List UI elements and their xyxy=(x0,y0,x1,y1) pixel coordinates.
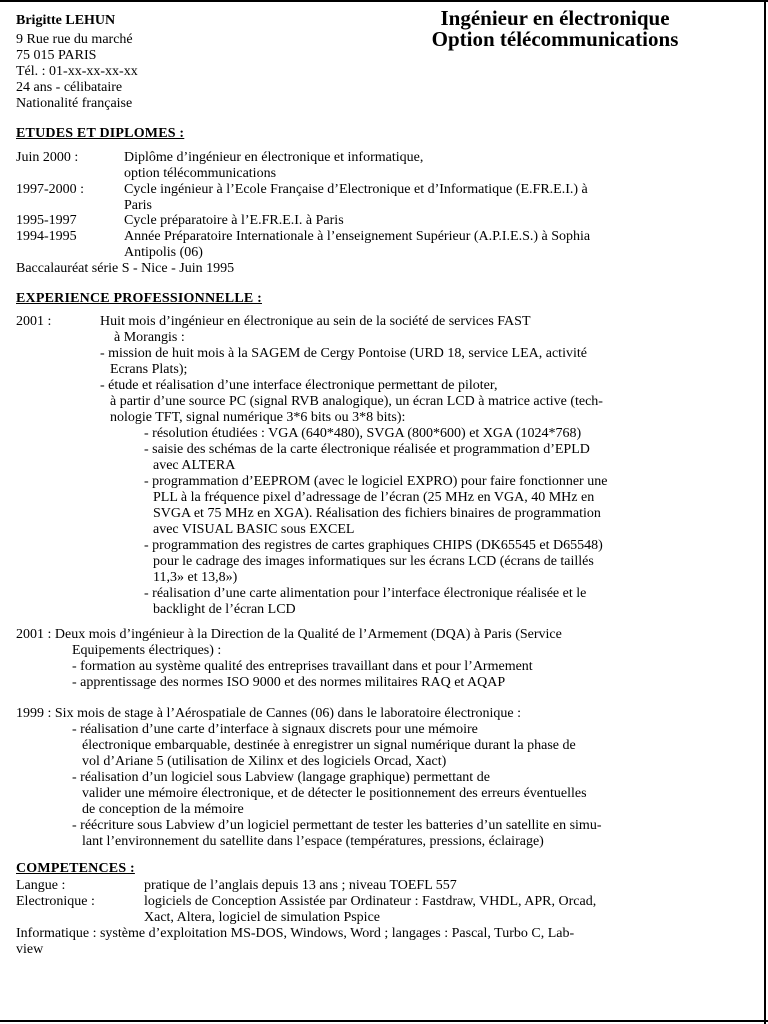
exp3-line: - réécriture sous Labview d’un logiciel permettant de tester les batteries d’un satellite en simu- xyxy=(72,818,602,833)
etudes-line: option télécommunications xyxy=(124,166,277,181)
etudes-line: Diplôme d’ingénieur en électronique et informatique, xyxy=(124,150,424,165)
exp3-line: lant l’environnement du satellite dans l’espace (températures, pressions, éclairage) xyxy=(82,834,544,849)
exp1-etude-line: nologie TFT, signal numérique 3*6 bits ou 3*8 bits): xyxy=(110,410,406,425)
etudes-line: Antipolis (06) xyxy=(124,245,203,260)
phone-line: Tél. : 01-xx-xx-xx-xx xyxy=(16,64,138,79)
etudes-line: Paris xyxy=(124,198,152,213)
exp2 xyxy=(16,627,562,691)
langue-label: Langue : xyxy=(16,878,66,893)
exp1-bullet-line: backlight de l’écran LCD xyxy=(153,602,296,617)
page-border-right xyxy=(764,0,766,1024)
etudes-date: Juin 2000 : xyxy=(16,150,79,165)
exp2-line: - apprentissage des normes ISO 9000 et des normes militaires RAQ et AQAP xyxy=(72,675,506,690)
address-line: 9 Rue rue du marché xyxy=(16,32,133,47)
exp3-line: électronique embarquable, destinée à enregistrer un signal numérique durant la phase de xyxy=(82,738,576,753)
exp1-bullet-line: SVGA et 75 MHz en XGA). Réalisation des fichiers binaires de programmation xyxy=(153,506,601,521)
city-line: 75 015 PARIS xyxy=(16,48,97,63)
exp3 xyxy=(16,706,601,850)
exp2-line: - formation au système qualité des entreprises travaillant dans et pour l’Armement xyxy=(72,659,533,674)
exp2-line: Equipements électriques) : xyxy=(72,643,222,658)
exp1-etude xyxy=(100,378,603,426)
exp1-bullet-line: - saisie des schémas de la carte électronique réalisée et programmation d’EPLD xyxy=(144,442,590,457)
etudes-desc xyxy=(124,213,754,229)
informatique-line: Informatique : système d’exploitation MS-DOS, Windows, Word ; langages : Pascal, Turbo C, Lab- xyxy=(16,926,575,941)
etudes-line: Cycle préparatoire à l’E.FR.E.I. à Paris xyxy=(124,213,344,228)
exp1-bullet-line: avec VISUAL BASIC sous EXCEL xyxy=(153,522,355,537)
exp3-line: vol d’Ariane 5 (utilisation de Xilinx et des logiciels Orcad, Xact) xyxy=(82,754,447,769)
exp1-bullets xyxy=(144,426,607,618)
etudes-date: 1994-1995 xyxy=(16,229,77,244)
etudes-line: Année Préparatoire Internationale à l’enseignement Supérieur (A.P.I.E.S.) à Sophia xyxy=(124,229,591,244)
page-border-top xyxy=(0,0,768,2)
section-title-competences: COMPETENCES : xyxy=(16,861,135,876)
job-title-line-2: Option télécommunications xyxy=(431,27,679,51)
electronique-value xyxy=(144,894,596,926)
exp1-bullet-line: - programmation d’EEPROM (avec le logiciel EXPRO) pour faire fonctionner une xyxy=(144,474,608,489)
etudes-desc xyxy=(124,150,754,182)
etudes-desc xyxy=(124,182,754,214)
etudes-desc xyxy=(124,229,754,261)
etudes-date: 1997-2000 : xyxy=(16,182,85,197)
informatique-block xyxy=(16,926,574,958)
exp1-bullet-line: pour le cadrage des images informatiques sur les écrans LCD (écrans de taillés xyxy=(153,554,594,569)
exp1-bullet-line: - résolution étudiées : VGA (640*480), SVGA (800*600) et XGA (1024*768) xyxy=(144,426,582,441)
page-border-bottom xyxy=(0,1020,768,1022)
exp1-bullet-line: PLL à la fréquence pixel d’adressage de l’écran (25 MHz en VGA, 40 MHz en xyxy=(153,490,595,505)
etudes-line: Cycle ingénieur à l’Ecole Française d’Electronique et d’Informatique (E.FR.E.I.) à xyxy=(124,182,588,197)
contact-block xyxy=(16,32,138,112)
exp3-line: 1999 : Six mois de stage à l’Aérospatiale de Cannes (06) dans le laboratoire électronique : xyxy=(16,706,522,721)
nationality-line: Nationalité française xyxy=(16,96,133,111)
section-title-experience: EXPERIENCE PROFESSIONNELLE : xyxy=(16,291,262,306)
exp1-mission-line: Ecrans Plats); xyxy=(110,362,188,377)
exp1-bullet-line: avec ALTERA xyxy=(153,458,236,473)
exp3-line: valider une mémoire électronique, et de détecter le positionnement des erreurs éventuelles xyxy=(82,786,587,801)
electronique-line: Xact, Altera, logiciel de simulation Pspice xyxy=(144,910,380,925)
exp1-etude-line: - étude et réalisation d’une interface électronique permettant de piloter, xyxy=(100,378,498,393)
exp1-bullet-line: - programmation des registres de cartes graphiques CHIPS (DK65545 et D65548) xyxy=(144,538,603,553)
exp1-mission xyxy=(100,346,587,378)
candidate-name: Brigitte LEHUN xyxy=(16,13,116,28)
section-title-etudes: ETUDES ET DIPLOMES : xyxy=(16,126,185,141)
langue-value: pratique de l’anglais depuis 13 ans ; niveau TOEFL 557 xyxy=(144,878,457,893)
exp1-line: Huit mois d’ingénieur en électronique au sein de la société de services FAST xyxy=(100,314,531,329)
exp1-bullet-line: - réalisation d’une carte alimentation pour l’interface électronique réalisée et le xyxy=(144,586,587,601)
exp3-line: - réalisation d’un logiciel sous Labview (langage graphique) permettant de xyxy=(72,770,490,785)
exp3-line: de conception de la mémoire xyxy=(82,802,244,817)
job-title-line-1: Ingénieur en électronique xyxy=(440,6,670,30)
bac-line: Baccalauréat série S - Nice - Juin 1995 xyxy=(16,261,235,276)
exp1-etude-line: à partir d’une source PC (signal RVB analogique), un écran LCD à matrice active (tech- xyxy=(110,394,603,409)
exp1-title xyxy=(100,314,531,346)
job-title xyxy=(395,8,715,50)
electronique-label: Electronique : xyxy=(16,894,95,909)
electronique-line: logiciels de Conception Assistée par Ordinateur : Fastdraw, VHDL, APR, Orcad, xyxy=(144,894,597,909)
exp1-date: 2001 : xyxy=(16,314,52,329)
informatique-line: view xyxy=(16,942,44,957)
exp1-mission-line: - mission de huit mois à la SAGEM de Cergy Pontoise (URD 18, service LEA, activité xyxy=(100,346,587,361)
exp1-bullet-line: 11,3» et 13,8») xyxy=(153,570,238,585)
exp3-line: - réalisation d’une carte d’interface à signaux discrets pour une mémoire xyxy=(72,722,478,737)
exp1-line: à Morangis : xyxy=(114,330,185,345)
exp2-line: 2001 : Deux mois d’ingénieur à la Direction de la Qualité de l’Armement (DQA) à Paris (Service xyxy=(16,627,562,642)
etudes-date: 1995-1997 xyxy=(16,213,77,228)
age-status-line: 24 ans - célibataire xyxy=(16,80,123,95)
